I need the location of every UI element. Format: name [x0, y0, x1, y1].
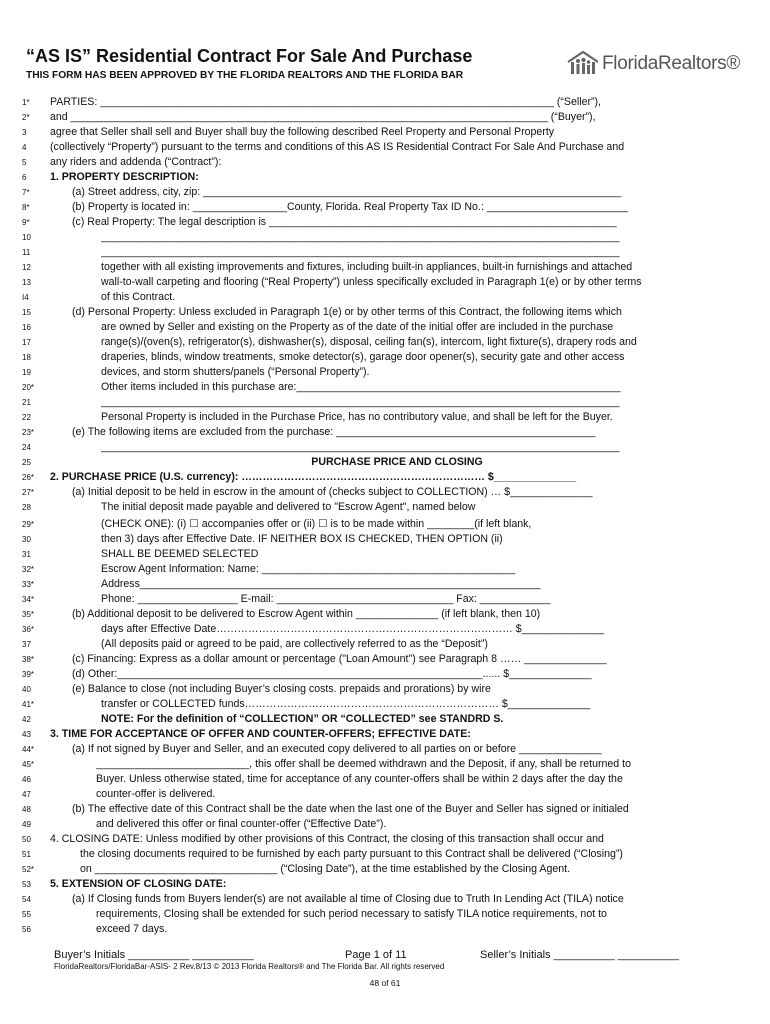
contract-line — [0, 200, 770, 215]
contract-line — [0, 500, 770, 515]
line-text: Buyer. Unless otherwise stated, time for acceptance of any counter-offers shall be within 2 days after the day the — [96, 773, 623, 785]
contract-line — [0, 305, 770, 320]
line-number: 43 — [22, 730, 31, 739]
line-number: 51 — [22, 850, 31, 859]
contract-line — [0, 380, 770, 395]
contract-line — [0, 712, 770, 727]
contract-line — [0, 577, 770, 592]
line-number: 38* — [22, 655, 35, 664]
line-number: 30 — [22, 535, 31, 544]
contract-line — [0, 607, 770, 622]
contract-line — [0, 802, 770, 817]
contract-line — [0, 637, 770, 652]
line-number: 45* — [22, 760, 35, 769]
form-revision-notice: FloridaRealtors/FloridaBar-ASIS- 2 Rev.8/13 © 2013 Florida Realtors® and The Florida Bar. All rights reserved — [54, 962, 445, 971]
line-text: (d) Other:______________________________________________________________...... $______________ — [72, 668, 592, 680]
line-number: I4 — [22, 293, 29, 302]
line-text: SHALL BE DEEMED SELECTED — [101, 548, 259, 560]
line-number: 2* — [22, 113, 30, 122]
line-text: Address____________________________________________________________________ — [101, 578, 541, 590]
document-page-count: 48 of 61 — [369, 978, 401, 988]
line-text: the closing documents required to be furnished by each party pursuant to this Contract shall be delivered (“Closing”) — [80, 848, 623, 860]
contract-line — [0, 95, 770, 110]
line-text: draperies, blinds, window treatments, smoke detector(s), garage door opener(s), security gate and other access — [101, 351, 625, 363]
line-text: counter-offer is delivered. — [96, 788, 216, 800]
line-text: are owned by Seller and existing on the Property as of the date of the initial offer are included in the purchase — [101, 321, 614, 333]
line-number: 7* — [22, 188, 30, 197]
line-number: 20* — [22, 383, 35, 392]
line-number: 19 — [22, 368, 31, 377]
line-text: days after Effective Date………………………………………………………………………… $______________ — [101, 623, 605, 635]
line-text: Escrow Agent Information: Name: ___________________________________________ — [101, 563, 516, 575]
line-number: 4 — [22, 143, 27, 152]
contract-line — [0, 562, 770, 577]
florida-realtors-logo — [566, 48, 746, 78]
line-number: 22 — [22, 413, 31, 422]
document-title: “AS IS” Residential Contract For Sale And Purchase — [26, 46, 473, 66]
line-text: ________________________________________________________________________________________ — [101, 441, 620, 453]
line-number: 46 — [22, 775, 31, 784]
line-number: 35* — [22, 610, 35, 619]
line-text: 3. TIME FOR ACCEPTANCE OF OFFER AND COUNTER-OFFERS; EFFECTIVE DATE: — [50, 728, 471, 740]
line-text: requirements, Closing shall be extended for such period necessary to satisfy TILA notice requirements, not to — [96, 908, 607, 920]
contract-line — [0, 185, 770, 200]
contract-line — [0, 110, 770, 125]
line-text: (a) Initial deposit to be held in escrow in the amount of (checks subject to COLLECTION) … $______________ — [72, 486, 593, 498]
contract-line — [0, 817, 770, 832]
line-number: 26* — [22, 473, 35, 482]
line-text: 1. PROPERTY DESCRIPTION: — [50, 171, 199, 183]
line-text: wall-to-wall carpeting and flooring (“Real Property”) unless specifically excluded in Paragraph 1(e) or by other terms — [101, 276, 642, 288]
contract-line — [0, 140, 770, 155]
contract-line — [0, 275, 770, 290]
line-number: 56 — [22, 925, 31, 934]
line-text: ________________________________________________________________________________________ — [101, 246, 620, 258]
contract-line — [0, 470, 770, 485]
contract-line — [0, 832, 770, 847]
line-number: 21 — [22, 398, 31, 407]
line-number: 13 — [22, 278, 31, 287]
contract-line — [0, 215, 770, 230]
line-number: 28 — [22, 503, 31, 512]
line-text: (a) If not signed by Buyer and Seller, and an executed copy delivered to all parties on or before ______________ — [72, 743, 602, 755]
line-text: together with all existing improvements and fixtures, including built-in appliances, built-in furnishings and attached — [101, 261, 633, 273]
line-number: 9* — [22, 218, 30, 227]
line-text: 5. EXTENSION OF CLOSING DATE: — [50, 878, 227, 890]
line-text: (a) Street address, city, zip: _______________________________________________________________________ — [72, 186, 622, 198]
line-number: 39* — [22, 670, 35, 679]
line-text: Other items included in this purchase are:_______________________________________________________ — [101, 381, 621, 393]
line-number: 5 — [22, 158, 27, 167]
contract-line — [0, 877, 770, 892]
line-text: (c) Real Property: The legal description is ___________________________________________________________ — [72, 216, 617, 228]
line-text: Personal Property is included in the Purchase Price, has no contributory value, and shall be left for the Buyer. — [101, 411, 613, 423]
line-number: 54 — [22, 895, 31, 904]
line-number: 15 — [22, 308, 31, 317]
contract-line — [0, 682, 770, 697]
line-number: 11 — [22, 248, 31, 257]
line-number: 49 — [22, 820, 31, 829]
line-number: 34* — [22, 595, 35, 604]
line-number: 3 — [22, 128, 27, 137]
contract-line — [0, 125, 770, 140]
contract-line — [0, 290, 770, 305]
line-text: PARTIES: _____________________________________________________________________________ (“Seller”), — [50, 96, 601, 108]
line-text: (c) Financing: Express as a dollar amount or percentage ("Loan Amount") see Paragraph 8 …… ______________ — [72, 653, 607, 665]
contract-line — [0, 260, 770, 275]
line-number: 40 — [22, 685, 31, 694]
contract-line — [0, 335, 770, 350]
approval-notice: THIS FORM HAS BEEN APPROVED BY THE FLORIDA REALTORS AND THE FLORIDA BAR — [26, 70, 464, 81]
line-text: Phone: _________________ E-mail: ______________________________ Fax: ____________ — [101, 593, 551, 605]
contract-line — [0, 847, 770, 862]
line-text: (b) The effective date of this Contract shall be the date when the last one of the Buyer and Seller has signed or initialed — [72, 803, 629, 815]
contract-line — [0, 517, 770, 532]
line-text: any riders and addenda (“Contract”): — [50, 156, 222, 168]
line-number: 48 — [22, 805, 31, 814]
line-number: 36* — [22, 625, 35, 634]
contract-line — [0, 410, 770, 425]
line-number: 18 — [22, 353, 31, 362]
line-text: devices, and storm shutters/panels (“Personal Property”). — [101, 366, 370, 378]
line-text: ________________________________________________________________________________________ — [101, 231, 620, 243]
contract-line — [0, 922, 770, 937]
line-text: (CHECK ONE): (i) ☐ accompanies offer or (ii) ☐ is to be made within ________(if left blank, — [101, 518, 532, 530]
contract-line — [0, 667, 770, 682]
house-family-logo-icon — [566, 50, 600, 76]
line-text: transfer or COLLECTED funds……………………………………………………………… $______________ — [101, 698, 591, 710]
buyer-initials-field: Buyer’s Initials __________ __________ — [54, 949, 254, 961]
line-number: 37 — [22, 640, 31, 649]
contract-line — [0, 532, 770, 547]
contract-line — [0, 742, 770, 757]
contract-line — [0, 727, 770, 742]
contract-line — [0, 365, 770, 380]
contract-line — [0, 652, 770, 667]
contract-line — [0, 907, 770, 922]
line-text: (e) The following items are excluded from the purchase: ____________________________________________ — [72, 426, 596, 438]
line-text: on _______________________________ (“Closing Date”), at the time established by the Closing Agent. — [80, 863, 571, 875]
contract-line — [0, 155, 770, 170]
contract-line — [0, 592, 770, 607]
line-text: (b) Additional deposit to be delivered to Escrow Agent within ______________ (if left blank, then 10) — [72, 608, 541, 620]
line-text: range(s)/(oven(s), refrigerator(s), dishwasher(s), disposal, ceiling fan(s), intercom, light fixture(s), drapery rods and — [101, 336, 637, 348]
line-text: NOTE: For the definition of “COLLECTION” OR “COLLECTED” see STANDRD S. — [101, 713, 504, 725]
logo-text: FloridaRealtors® — [602, 53, 741, 74]
contract-line — [0, 440, 770, 455]
line-number: 32* — [22, 565, 35, 574]
line-text: (a) If Closing funds from Buyers lender(s) are not available al time of Closing due to Truth In Lending Act (TILA) notice — [72, 893, 624, 905]
line-number: 42 — [22, 715, 31, 724]
line-text: (collectively “Property”) pursuant to the terms and conditions of this AS IS Residential Contract For Sale And Purchase and — [50, 141, 625, 153]
line-text: of this Contract. — [101, 291, 176, 303]
seller-initials-field: Seller’s Initials __________ __________ — [480, 949, 679, 961]
contract-line — [0, 697, 770, 712]
page-number: Page 1 of 11 — [345, 949, 407, 961]
line-text: and delivered this offer or final counter-offer (“Effective Date”). — [96, 818, 387, 830]
line-text: exceed 7 days. — [96, 923, 168, 935]
line-text: (e) Balance to close (not including Buyer’s closing costs. prepaids and prorations) by wire — [72, 683, 491, 695]
line-number: 52* — [22, 865, 35, 874]
line-number: 24 — [22, 443, 31, 452]
line-number: 6 — [22, 173, 27, 182]
line-number: 1* — [22, 98, 30, 107]
contract-line — [0, 485, 770, 500]
line-number: 33* — [22, 580, 35, 589]
contract-line — [0, 170, 770, 185]
contract-line — [0, 787, 770, 802]
contract-line — [0, 772, 770, 787]
contract-line — [0, 320, 770, 335]
line-text: (d) Personal Property: Unless excluded in Paragraph 1(e) or by other terms of this Contract, the following items which — [72, 306, 622, 318]
line-number: 8* — [22, 203, 30, 212]
contract-line — [0, 395, 770, 410]
line-number: 12 — [22, 263, 31, 272]
contract-line — [0, 350, 770, 365]
line-text: ________________________________________________________________________________________ — [101, 396, 620, 408]
line-text: __________________________, this offer shall be deemed withdrawn and the Deposit, if any, shall be returned to — [96, 758, 631, 770]
line-number: 17 — [22, 338, 31, 347]
contract-line — [0, 455, 770, 470]
line-text: and _________________________________________________________________________________ (“Buyer”), — [50, 111, 596, 123]
line-text: 2. PURCHASE PRICE (U.S. currency): …………………………………………………………… $______________ — [50, 471, 577, 483]
line-number: 27* — [22, 488, 35, 497]
line-text: agree that Seller shall sell and Buyer shall buy the following described Reel Property and Personal Property — [50, 126, 555, 138]
line-number: 16 — [22, 323, 31, 332]
line-number: 31 — [22, 550, 31, 559]
line-text: (All deposits paid or agreed to be paid, are collectively referred to as the “Deposit”) — [101, 638, 488, 650]
line-text: PURCHASE PRICE AND CLOSING — [311, 456, 483, 468]
line-number: 29* — [22, 520, 35, 529]
contract-line — [0, 862, 770, 877]
line-number: 47 — [22, 790, 31, 799]
line-text: (b) Property is located in: ________________County, Florida. Real Property Tax ID No.: ________________________ — [72, 201, 629, 213]
line-number: 41* — [22, 700, 35, 709]
contract-line — [0, 425, 770, 440]
line-text: The initial deposit made payable and delivered to "Escrow Agent", named below — [101, 501, 476, 513]
line-number: 55 — [22, 910, 31, 919]
line-number: 23* — [22, 428, 35, 437]
line-text: 4. CLOSING DATE: Unless modified by other provisions of this Contract, the closing of this transaction shall occur and — [50, 833, 604, 845]
contract-line — [0, 892, 770, 907]
contract-line — [0, 230, 770, 245]
line-number: 50 — [22, 835, 31, 844]
line-number: 53 — [22, 880, 31, 889]
contract-line — [0, 757, 770, 772]
contract-line — [0, 245, 770, 260]
contract-line — [0, 547, 770, 562]
line-number: 25 — [22, 458, 31, 467]
contract-line — [0, 622, 770, 637]
line-text: then 3) days after Effective Date. IF NEITHER BOX IS CHECKED, THEN OPTION (ii) — [101, 533, 503, 545]
line-number: 44* — [22, 745, 35, 754]
line-number: 10 — [22, 233, 31, 242]
